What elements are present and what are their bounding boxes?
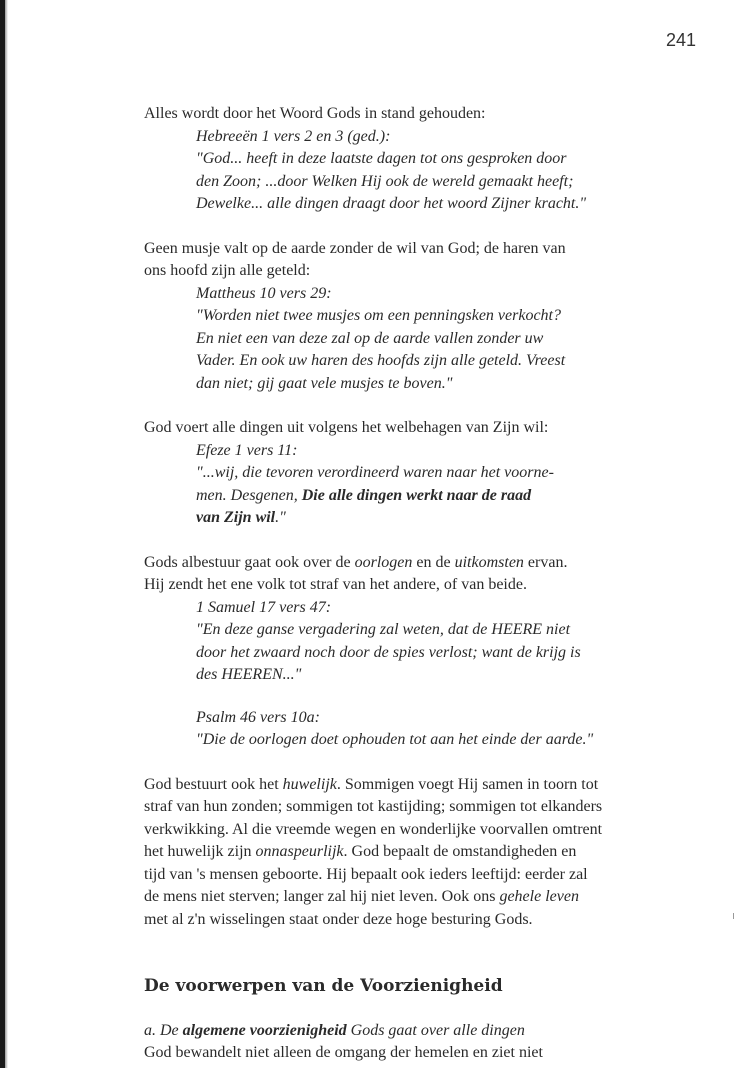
body-line: [144, 841, 697, 864]
emphasis: uitkomsten: [454, 553, 524, 571]
quote-text: .": [275, 509, 286, 526]
quote-line: "Die de oorlogen doet ophouden tot aan het einde der aarde.": [196, 731, 594, 748]
intro-text: God voert alle dingen uit volgens het welbehagen van Zijn wil:: [144, 419, 549, 436]
quote-line: Vader. En ook uw haren des hoofds zijn alle geteld. Vreest: [196, 352, 566, 369]
text-run: en de: [412, 553, 455, 571]
quote-emphasis: van Zijn wil: [196, 509, 276, 526]
body-line: [144, 1020, 697, 1043]
text-run: de mens niet sterven; langer zal hij niet leven. Ook ons: [144, 888, 500, 905]
scripture-reference: Psalm 46 vers 10a:: [196, 708, 320, 726]
quote-line: [196, 507, 697, 530]
quote-emphasis: Die alle dingen werkt naar de raad: [301, 486, 532, 504]
section-general-providence: [144, 1020, 697, 1065]
quote-line: Dewelke... alle dingen draagt door het woord Zijner kracht.": [196, 195, 587, 212]
body-line: tijd van 's mensen geboorte. Hij bepaalt ook ieders leeftijd: eerder zal: [144, 865, 588, 883]
quote-line: En niet een van deze zal op de aarde vallen zonder uw: [196, 329, 544, 347]
emphasis: onnaspeurlijk: [255, 843, 344, 860]
quote-line: "Worden niet twee musjes om een penningsken verkocht?: [196, 307, 561, 324]
text-run: God bestuurt ook het: [144, 775, 283, 793]
page-body: [144, 103, 697, 1065]
quote-line: den Zoon; ...door Welken Hij ook de wereld gemaakt heeft;: [196, 172, 574, 190]
section-word-of-god: [144, 103, 697, 216]
section-good-pleasure: [144, 417, 697, 530]
section-sparrows: [144, 238, 697, 396]
intro-text: Alles wordt door het Woord Gods in stand gehouden:: [144, 105, 486, 122]
scripture-quote: [196, 283, 697, 396]
scripture-reference: 1 Samuel 17 vers 47:: [196, 598, 332, 616]
emphasis: huwelijk: [282, 775, 337, 793]
intro-line: ons hoofd zijn alle geteld:: [144, 262, 311, 279]
scripture-quote: [196, 440, 697, 530]
text-run: het huwelijk zijn: [144, 843, 256, 860]
section-marriage: [144, 774, 697, 932]
emphasis: oorlogen: [354, 553, 413, 571]
intro-line: Hij zendt het ene volk tot straf van het andere, of van beide.: [144, 576, 527, 593]
text-run: a. De: [144, 1021, 183, 1039]
body-line: met al z'n wisselingen staat onder deze hoge besturing Gods.: [144, 910, 533, 928]
text-run: Gods gaat over alle dingen: [346, 1021, 525, 1039]
body-line: [144, 886, 697, 909]
quote-line: des HEEREN...": [196, 666, 302, 683]
emphasis: algemene voorzienigheid: [182, 1021, 347, 1039]
text-run: ervan.: [523, 553, 568, 571]
intro-line: [144, 552, 697, 575]
quote-text: men. Desgenen,: [196, 486, 302, 504]
scripture-reference: Mattheus 10 vers 29:: [196, 284, 332, 302]
body-line: straf van hun zonden; sommigen tot kastijding; sommigen tot elkanders: [144, 798, 603, 815]
quote-line: "En deze ganse vergadering zal weten, dat de HEERE niet: [196, 621, 571, 638]
intro-line: Geen musje valt op de aarde zonder de wil van God; de haren van: [144, 239, 566, 257]
section-heading: De voorwerpen van de Voorzienigheid: [144, 976, 503, 996]
text-run: Gods albestuur gaat ook over de: [144, 553, 355, 571]
emphasis: gehele leven: [499, 888, 579, 905]
scripture-reference: Hebreeën 1 vers 2 en 3 (ged.):: [196, 127, 391, 145]
scripture-reference: Efeze 1 vers 11:: [196, 441, 298, 459]
quote-line: dan niet; gij gaat vele musjes te boven.": [196, 374, 453, 392]
spine-shadow: [5, 0, 8, 1068]
quote-line: door het zwaard noch door de spies verlost; want de krijg is: [196, 643, 581, 661]
page-number: 241: [665, 30, 696, 50]
body-line: [144, 774, 697, 797]
text-run: . God bepaalt de omstandigheden en: [343, 843, 577, 860]
body-line: God bewandelt niet alleen de omgang der hemelen en ziet niet: [144, 1044, 543, 1061]
quote-line: "God... heeft in deze laatste dagen tot ons gesproken door: [196, 150, 567, 167]
quote-line: "...wij, die tevoren verordineerd waren naar het voorne-: [196, 464, 554, 481]
scan-mark: [733, 913, 734, 919]
quote-line: [196, 485, 697, 508]
scripture-quote: [196, 597, 697, 752]
body-line: verkwikking. Al die vreemde wegen en wonderlijke voorvallen omtrent: [144, 820, 603, 838]
section-wars: [144, 552, 697, 752]
scripture-quote: [196, 126, 697, 216]
text-run: . Sommigen voegt Hij samen in toorn tot: [336, 775, 599, 793]
